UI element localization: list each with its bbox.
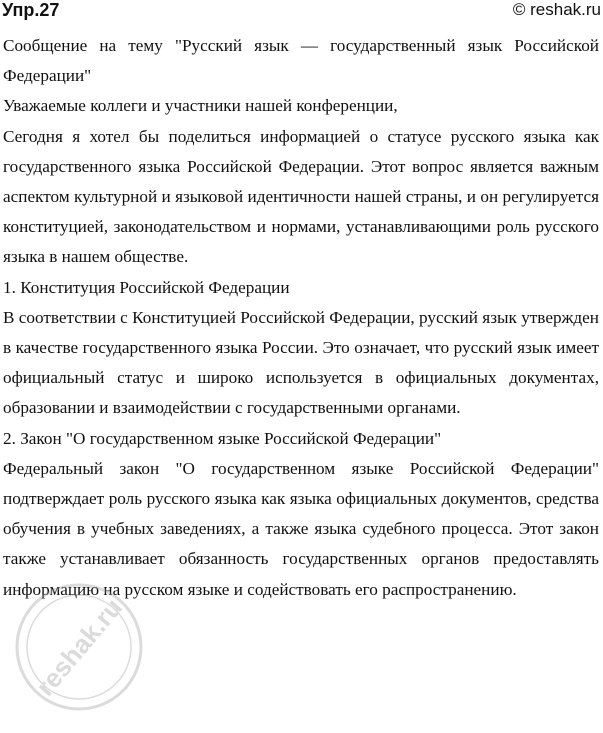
law-paragraph: Федеральный закон "О государственном языке Российской Федерации" подтверждает роль русского языка как языка официальных документов, средства обучения в учебных заведениях, а также языка судебного процесса. Этот закон также устанавливает обязанность государственных органов предоставлять информацию на русском языке и содействовать его распространению. <box>3 458 599 599</box>
constitution-paragraph: В соответствии с Конституцией Российской Федерации, русский язык утвержден в качестве государственного языка России. Это означает, что русский язык имеет официальный статус и широко используется в официальных документах, образовании и взаимодействии с государственными органами. <box>3 307 599 418</box>
greeting: Уважаемые коллеги и участники нашей конференции, <box>3 96 398 116</box>
exercise-number: Упр.27 <box>2 0 60 20</box>
watermark-text: reshak.ru <box>29 592 129 702</box>
section-heading-law: 2. Закон "О государственном языке Российской Федерации" <box>3 428 442 448</box>
message-title: Сообщение на тему "Русский язык — государственный язык Российской Федерации" <box>3 36 599 86</box>
section-heading-constitution: 1. Конституция Российской Федерации <box>3 277 290 297</box>
intro-paragraph: Сегодня я хотел бы поделиться информацией о статусе русского языка как государственного языка Российской Федерации. Этот вопрос является важным аспектом культурной и языковой идентичности нашей страны, и он регулируется конституцией, законодательством и нормами, устанавливающими роль русского языка в нашем обществе. <box>3 126 599 267</box>
page-header <box>2 0 601 24</box>
watermark-inner-ring <box>27 595 131 699</box>
copyright-link[interactable]: © reshak.ru <box>512 0 601 19</box>
document-body <box>3 31 599 605</box>
